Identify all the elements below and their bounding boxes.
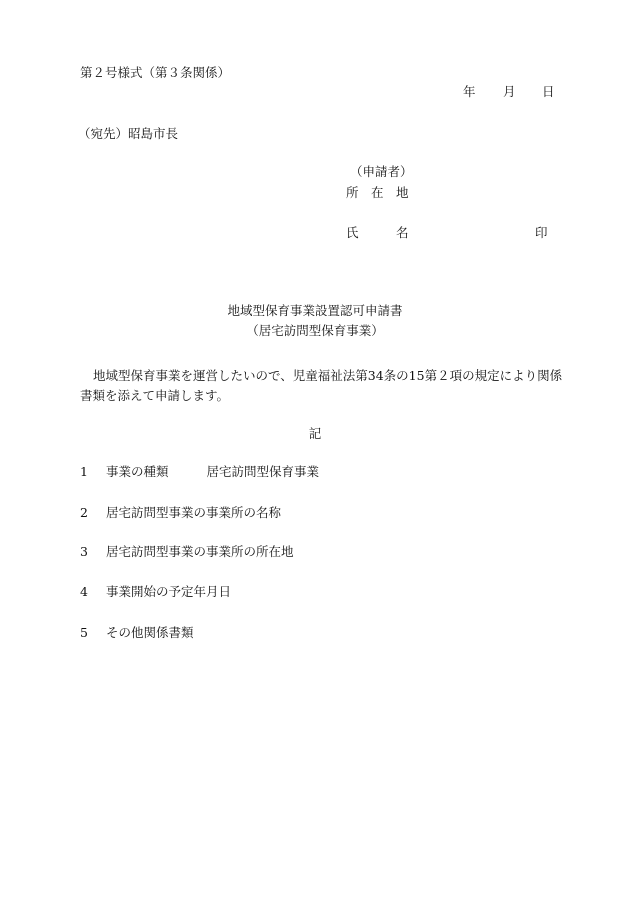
address-label: 所 在 地 <box>346 185 409 200</box>
list-item <box>80 546 294 559</box>
list-item <box>80 627 194 640</box>
addressee: （宛先）昭島市長 <box>78 126 179 141</box>
document-subtitle: （居宅訪問型保育事業） <box>246 323 384 338</box>
item-number: 1 <box>80 464 88 479</box>
ki-mark: 記 <box>308 426 322 441</box>
item-number: 5 <box>80 625 88 640</box>
list-item <box>80 586 231 599</box>
item-number: 4 <box>80 584 88 599</box>
list-item <box>80 507 281 520</box>
date-month-label: 月 <box>503 84 516 99</box>
item-label: 居宅訪問型事業の事業所の名称 <box>106 505 282 520</box>
item-label: 居宅訪問型事業の事業所の所在地 <box>106 544 294 559</box>
applicant-heading: （申請者） <box>350 164 413 179</box>
date-day-label: 日 <box>542 84 555 99</box>
item-label: 事業開始の予定年月日 <box>106 584 232 599</box>
item-number: 3 <box>80 544 88 559</box>
list-item <box>80 466 319 479</box>
document-title: 地域型保育事業設置認可申請書 <box>227 303 403 318</box>
date-year-label: 年 <box>463 84 476 99</box>
name-label: 氏 名 <box>346 225 409 240</box>
seal-label: 印 <box>535 225 548 240</box>
item-label: その他関係書類 <box>106 625 194 640</box>
body-paragraph: 地域型保育事業を運営したいので、児童福祉法第34条の15第２項の規定により関係書類を添えて申請します。 <box>80 368 563 403</box>
item-value: 居宅訪問型保育事業 <box>206 464 320 479</box>
item-label: 事業の種類 <box>106 464 169 479</box>
form-number: 第２号様式（第３条関係） <box>80 65 231 80</box>
item-number: 2 <box>80 505 88 520</box>
